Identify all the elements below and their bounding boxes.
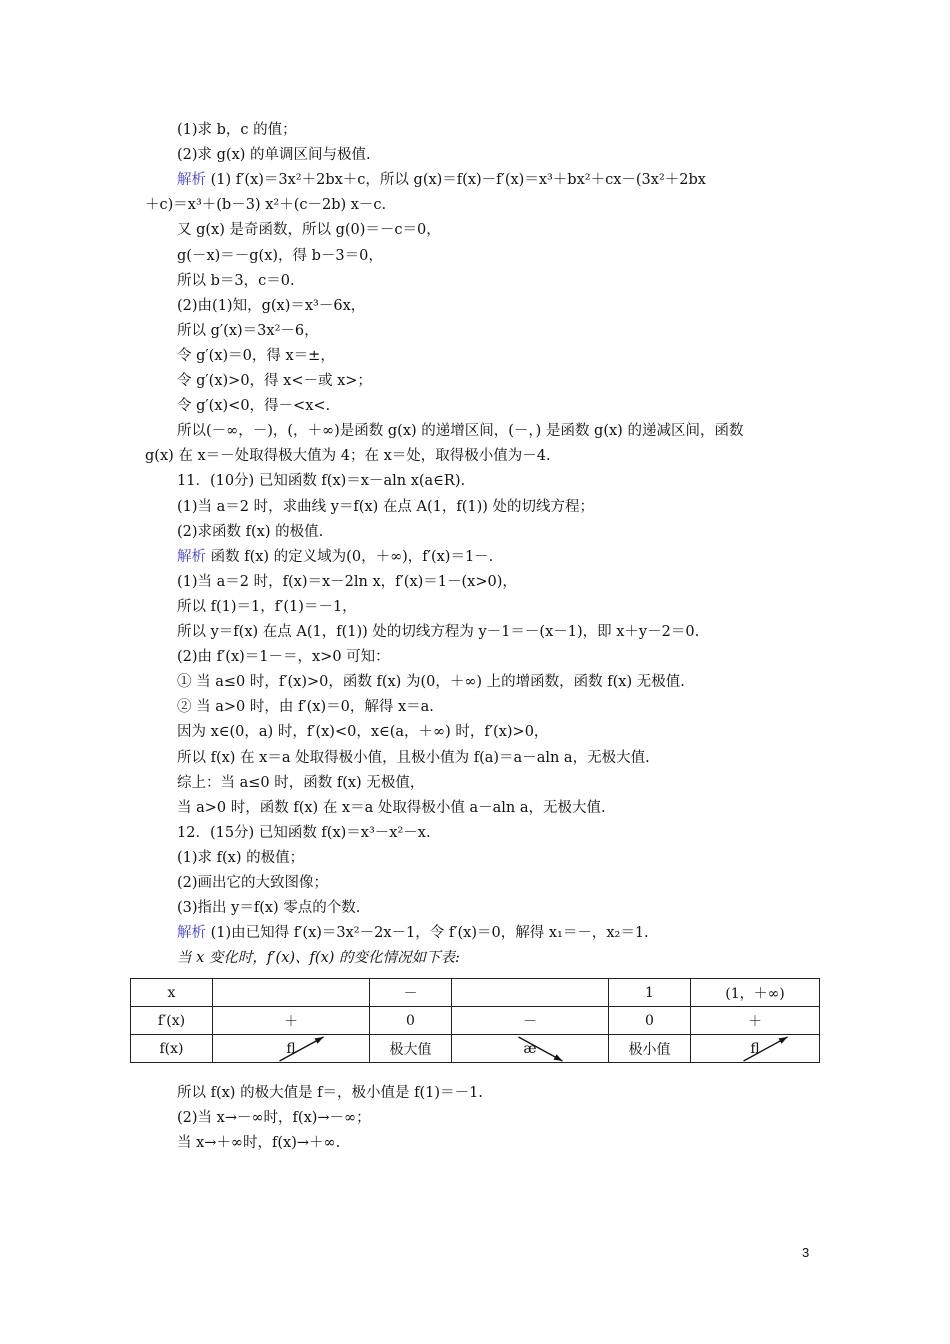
- line-text: 所以 f(x) 在 x＝a 处取得极小值，且极小值为 f(a)＝a－aln a，无极大值.: [177, 749, 650, 766]
- line-text: 所以 y＝f(x) 在点 A(1，f(1)) 处的切线方程为 y－1＝－(x－1)，即 x＋y－2＝0.: [177, 624, 700, 640]
- text-line: [177, 773, 424, 793]
- line-text: 因为 x∈(0，a) 时，f′(x)<0，x∈(a，＋∞) 时，f′(x)>0，: [177, 724, 549, 741]
- text-line: [145, 446, 551, 466]
- text-line: [177, 823, 431, 843]
- text-line: [177, 1083, 483, 1103]
- cell-text: －: [523, 1013, 537, 1030]
- line-text: 又 g(x) 是奇函数，所以 g(0)＝－c＝0，: [177, 222, 441, 239]
- page-number: 3: [802, 1245, 810, 1260]
- text-line: [177, 898, 360, 918]
- table-cell: [213, 1007, 370, 1035]
- text-line: [177, 748, 650, 768]
- line-text: (2)由(1)知，g(x)＝x³－6x，: [177, 297, 366, 314]
- cell-text: f′(x): [157, 1012, 186, 1029]
- table-cell: [370, 1035, 452, 1063]
- cell-text: fl: [286, 1040, 296, 1057]
- cell-text: æ: [523, 1040, 537, 1057]
- cell-text: x: [167, 984, 176, 1001]
- table-cell: [213, 1035, 370, 1063]
- line-text: 当 a>0 时，函数 f(x) 在 x＝a 处取得极小值 a－aln a，无极大值.: [177, 799, 606, 816]
- table-cell: [452, 979, 609, 1007]
- analysis-label: 解析: [177, 548, 206, 565]
- table-cell: [452, 1007, 609, 1035]
- cell-text: ＋: [284, 1013, 298, 1030]
- table-cell: [131, 1035, 213, 1063]
- line-text: ＋c)＝x³＋(b－3) x²＋(c－2b) x－c.: [145, 197, 387, 214]
- text-line: [177, 1133, 340, 1153]
- line-text: 所以 g′(x)＝3x²－6，: [177, 322, 319, 339]
- cell-text: f(x): [159, 1040, 184, 1057]
- text-line: [177, 923, 649, 943]
- cell-text: 0: [645, 1012, 654, 1029]
- line-text: (1)求 b，c 的值；: [177, 122, 297, 138]
- text-line: [177, 597, 357, 617]
- text-line: [177, 697, 434, 717]
- cell-text: (1，＋∞): [725, 985, 785, 1002]
- line-text: (2)画出它的大致图像；: [177, 875, 329, 891]
- text-line: [177, 647, 390, 667]
- text-line: [177, 1108, 371, 1128]
- text-line: [177, 396, 330, 416]
- table-cell: [370, 1007, 452, 1035]
- text-line: [177, 120, 297, 140]
- line-text: ① 当 a≤0 时，f′(x)>0，函数 f(x) 为(0，＋∞) 上的增函数，函数 f(x) 无极值.: [177, 674, 685, 691]
- line-text: g(x) 在 x＝－处取得极大值为 4；在 x＝处，取得极小值为－4.: [145, 448, 551, 465]
- analysis-label: 解析: [177, 172, 206, 189]
- text-line: [177, 722, 548, 742]
- line-text: 令 g′(x)<0，得－<x<.: [177, 398, 331, 415]
- text-line: [177, 572, 517, 592]
- line-text: 令 g′(x)＝0，得 x＝±，: [177, 347, 335, 364]
- text-line: [177, 848, 304, 868]
- line-text: 所以 b＝3，c＝0.: [177, 272, 295, 289]
- line-text: (1) f′(x)＝3x²＋2bx＋c，所以 g(x)＝f(x)－f′(x)＝x³＋bx²＋cx－(3x²＋2bx: [206, 172, 706, 189]
- table-row: [131, 979, 820, 1007]
- text-line: [177, 672, 685, 692]
- analysis-label: 解析: [177, 925, 206, 942]
- line-text: (1)求 f(x) 的极值；: [177, 849, 305, 866]
- text-line: [177, 622, 699, 642]
- text-line: [177, 296, 365, 316]
- line-text: 综上：当 a≤0 时，函数 f(x) 无极值，: [177, 774, 425, 791]
- line-text: ② 当 a>0 时，由 f′(x)＝0，解得 x＝a.: [177, 699, 434, 716]
- cell-text: fl: [750, 1040, 760, 1057]
- cell-text: 0: [406, 1012, 415, 1029]
- cell-text: －: [403, 985, 418, 1002]
- text-line: [177, 170, 706, 190]
- table-cell: [213, 979, 370, 1007]
- line-text: 当 x→＋∞时，f(x)→＋∞.: [177, 1135, 341, 1152]
- cell-text: ＋: [748, 1013, 762, 1030]
- decreasing-arrow-icon: [452, 1035, 609, 1077]
- increasing-arrow-icon: [691, 1035, 820, 1077]
- text-line: [177, 271, 295, 291]
- text-line: [177, 220, 441, 240]
- line-text: (3)指出 y＝f(x) 零点的个数.: [177, 900, 361, 917]
- text-line: [177, 321, 319, 341]
- text-line: [177, 497, 594, 517]
- table-cell: [452, 1035, 609, 1063]
- line-text: 所以(－∞，－)，(，＋∞)是函数 g(x) 的递增区间，(－，) 是函数 g(x) 的递减区间，函数: [177, 423, 744, 440]
- line-text: 令 g′(x)>0，得 x<－或 x>；: [177, 373, 372, 389]
- line-text: (1)由已知得 f′(x)＝3x²－2x－1，令 f′(x)＝0，解得 x₁＝－，x₂＝1.: [206, 925, 649, 942]
- text-line: [177, 547, 493, 567]
- line-text: (2)求函数 f(x) 的极值.: [177, 523, 324, 540]
- text-line: [177, 522, 323, 542]
- cell-text: 极小值: [628, 1041, 671, 1058]
- line-text: 11．(10分) 已知函数 f(x)＝x－aln x(a∈R).: [177, 473, 466, 490]
- text-line: [177, 471, 465, 491]
- line-text: (1)当 a＝2 时，f(x)＝x－2ln x，f′(x)＝1－(x>0)，: [177, 573, 517, 590]
- table-cell: [609, 1035, 691, 1063]
- line-text: 函数 f(x) 的定义域为(0，＋∞)，f′(x)＝1－.: [206, 548, 494, 565]
- variation-table: [130, 978, 820, 1063]
- line-text: 当 x 变化时，f′(x)、f(x) 的变化情况如下表:: [177, 950, 460, 967]
- table-cell: [131, 979, 213, 1007]
- cell-text: 极大值: [389, 1041, 432, 1058]
- text-line: [177, 873, 328, 893]
- line-text: (2)当 x→－∞时，f(x)→－∞；: [177, 1110, 371, 1127]
- table-cell: [691, 1035, 820, 1063]
- table-cell: [691, 1007, 820, 1035]
- table-cell: [131, 1007, 213, 1035]
- cell-text: 1: [645, 984, 654, 1001]
- table-cell: [370, 979, 452, 1007]
- line-text: (1)当 a＝2 时，求曲线 y＝f(x) 在点 A(1，f(1)) 处的切线方程；: [177, 498, 595, 515]
- table-row: [131, 1007, 820, 1035]
- table-row: [131, 1035, 820, 1063]
- line-text: 所以 f(1)＝1，f′(1)＝－1，: [177, 598, 357, 615]
- text-line: [177, 246, 383, 266]
- line-text: g(－x)＝－g(x)，得 b－3＝0，: [177, 247, 383, 264]
- text-line: [177, 145, 371, 165]
- line-text: (2)求 g(x) 的单调区间与极值.: [177, 147, 371, 164]
- line-text: (2)由 f′(x)＝1－＝，x>0 可知：: [177, 649, 390, 666]
- text-line: [177, 421, 743, 441]
- line-text: 所以 f(x) 的极大值是 f＝，极小值是 f(1)＝－1.: [177, 1085, 483, 1101]
- text-line: [177, 798, 606, 818]
- table-cell: [691, 979, 820, 1007]
- line-text: 12．(15分) 已知函数 f(x)＝x³－x²－x.: [177, 824, 431, 841]
- increasing-arrow-icon: [213, 1035, 370, 1077]
- text-line: [177, 948, 460, 968]
- text-line: [177, 371, 372, 391]
- table-cell: [609, 979, 691, 1007]
- text-line: [177, 346, 335, 366]
- table-cell: [609, 1007, 691, 1035]
- text-line: [145, 195, 386, 215]
